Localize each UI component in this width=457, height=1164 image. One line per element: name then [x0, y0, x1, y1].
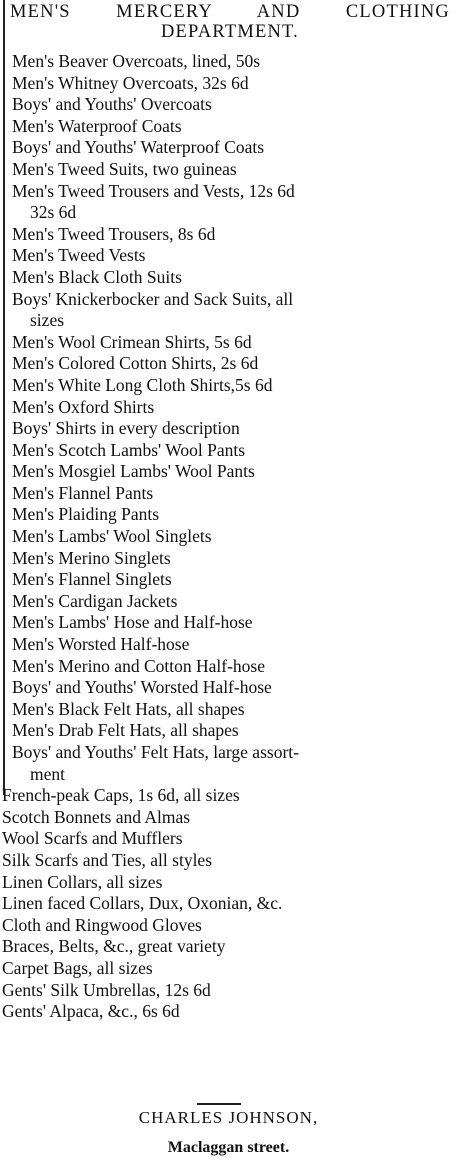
list-item: Carpet Bags, all sizes: [2, 957, 153, 978]
list-item: Men's Flannel Singlets: [12, 569, 172, 590]
list-item: Men's Tweed Trousers, 8s 6d: [12, 223, 216, 244]
list-item: Men's White Long Cloth Shirts,5s 6d: [12, 374, 273, 395]
merchant-address: Maclaggan street.: [167, 1139, 290, 1156]
list-item: Men's Merino and Cotton Half-hose: [12, 655, 265, 676]
list-item: Men's Drab Felt Hats, all shapes: [12, 720, 239, 741]
list-item: Men's Flannel Pants: [12, 482, 154, 503]
list-item: Men's Oxford Shirts: [12, 396, 155, 417]
list-item: Men's Mosgiel Lambs' Wool Pants: [12, 461, 255, 482]
list-item: Gents' Silk Umbrellas, 12s 6d: [2, 979, 211, 1000]
department-heading: [10, 2, 450, 42]
list-item: Men's Whitney Overcoats, 32s 6d: [12, 72, 249, 93]
list-item: French-peak Caps, 1s 6d, all sizes: [2, 785, 240, 806]
list-item: Braces, Belts, &c., great variety: [2, 936, 226, 957]
list-item-continuation: sizes: [30, 310, 65, 331]
heading-line-1: MEN'S MERCERY AND CLOTHING: [10, 2, 450, 22]
list-item: Men's Waterproof Coats: [12, 115, 182, 136]
list-item: Men's Tweed Vests: [12, 245, 146, 266]
column-rule: [3, 0, 5, 795]
list-item: Men's Plaiding Pants: [12, 504, 160, 525]
list-item: Boys' Shirts in every description: [12, 418, 240, 439]
list-item: Scotch Bonnets and Almas: [2, 806, 191, 827]
list-item: Men's Wool Crimean Shirts, 5s 6d: [12, 331, 252, 352]
list-item: Silk Scarfs and Ties, all styles: [2, 849, 213, 870]
list-item: Boys' Knickerbocker and Sack Suits, all: [12, 288, 294, 309]
list-item: Cloth and Ringwood Gloves: [2, 914, 202, 935]
list-item: Men's Cardigan Jackets: [12, 590, 178, 611]
list-item: Men's Lambs' Wool Singlets: [12, 526, 212, 547]
list-item: Men's Scotch Lambs' Wool Pants: [12, 439, 246, 460]
list-item-continuation: 32s 6d: [30, 202, 77, 223]
divider-rule: [197, 1103, 241, 1105]
list-item: Men's Tweed Trousers and Vests, 12s 6d: [12, 180, 295, 201]
merchant-name: CHARLES JOHNSON,: [138, 1108, 319, 1127]
list-item: Men's Worsted Half-hose: [12, 634, 190, 655]
list-item: Gents' Alpaca, &c., 6s 6d: [2, 1001, 180, 1022]
list-item: Boys' and Youths' Felt Hats, large assort-: [12, 742, 299, 762]
list-item: Men's Colored Cotton Shirts, 2s 6d: [12, 353, 259, 374]
list-item: Linen faced Collars, Dux, Oxonian, &c.: [2, 893, 283, 914]
list-item: Men's Beaver Overcoats, lined, 50s: [12, 51, 261, 71]
list-item: Men's Tweed Suits, two guineas: [12, 158, 237, 179]
list-item: Boys' and Youths' Worsted Half-hose: [12, 677, 272, 698]
heading-line-2: DEPARTMENT.: [160, 22, 299, 42]
list-item: Men's Black Felt Hats, all shapes: [12, 698, 245, 719]
list-item: Men's Black Cloth Suits: [12, 266, 182, 287]
list-item: Boys' and Youths' Waterproof Coats: [12, 137, 265, 158]
item-list: [2, 51, 454, 1023]
list-item-continuation: ment: [30, 763, 65, 784]
list-item: Linen Collars, all sizes: [2, 871, 163, 892]
list-item: Wool Scarfs and Mufflers: [2, 828, 183, 849]
list-item: Boys' and Youths' Overcoats: [12, 94, 212, 115]
list-item: Men's Merino Singlets: [12, 547, 171, 568]
list-item: Men's Lambs' Hose and Half-hose: [12, 612, 253, 633]
